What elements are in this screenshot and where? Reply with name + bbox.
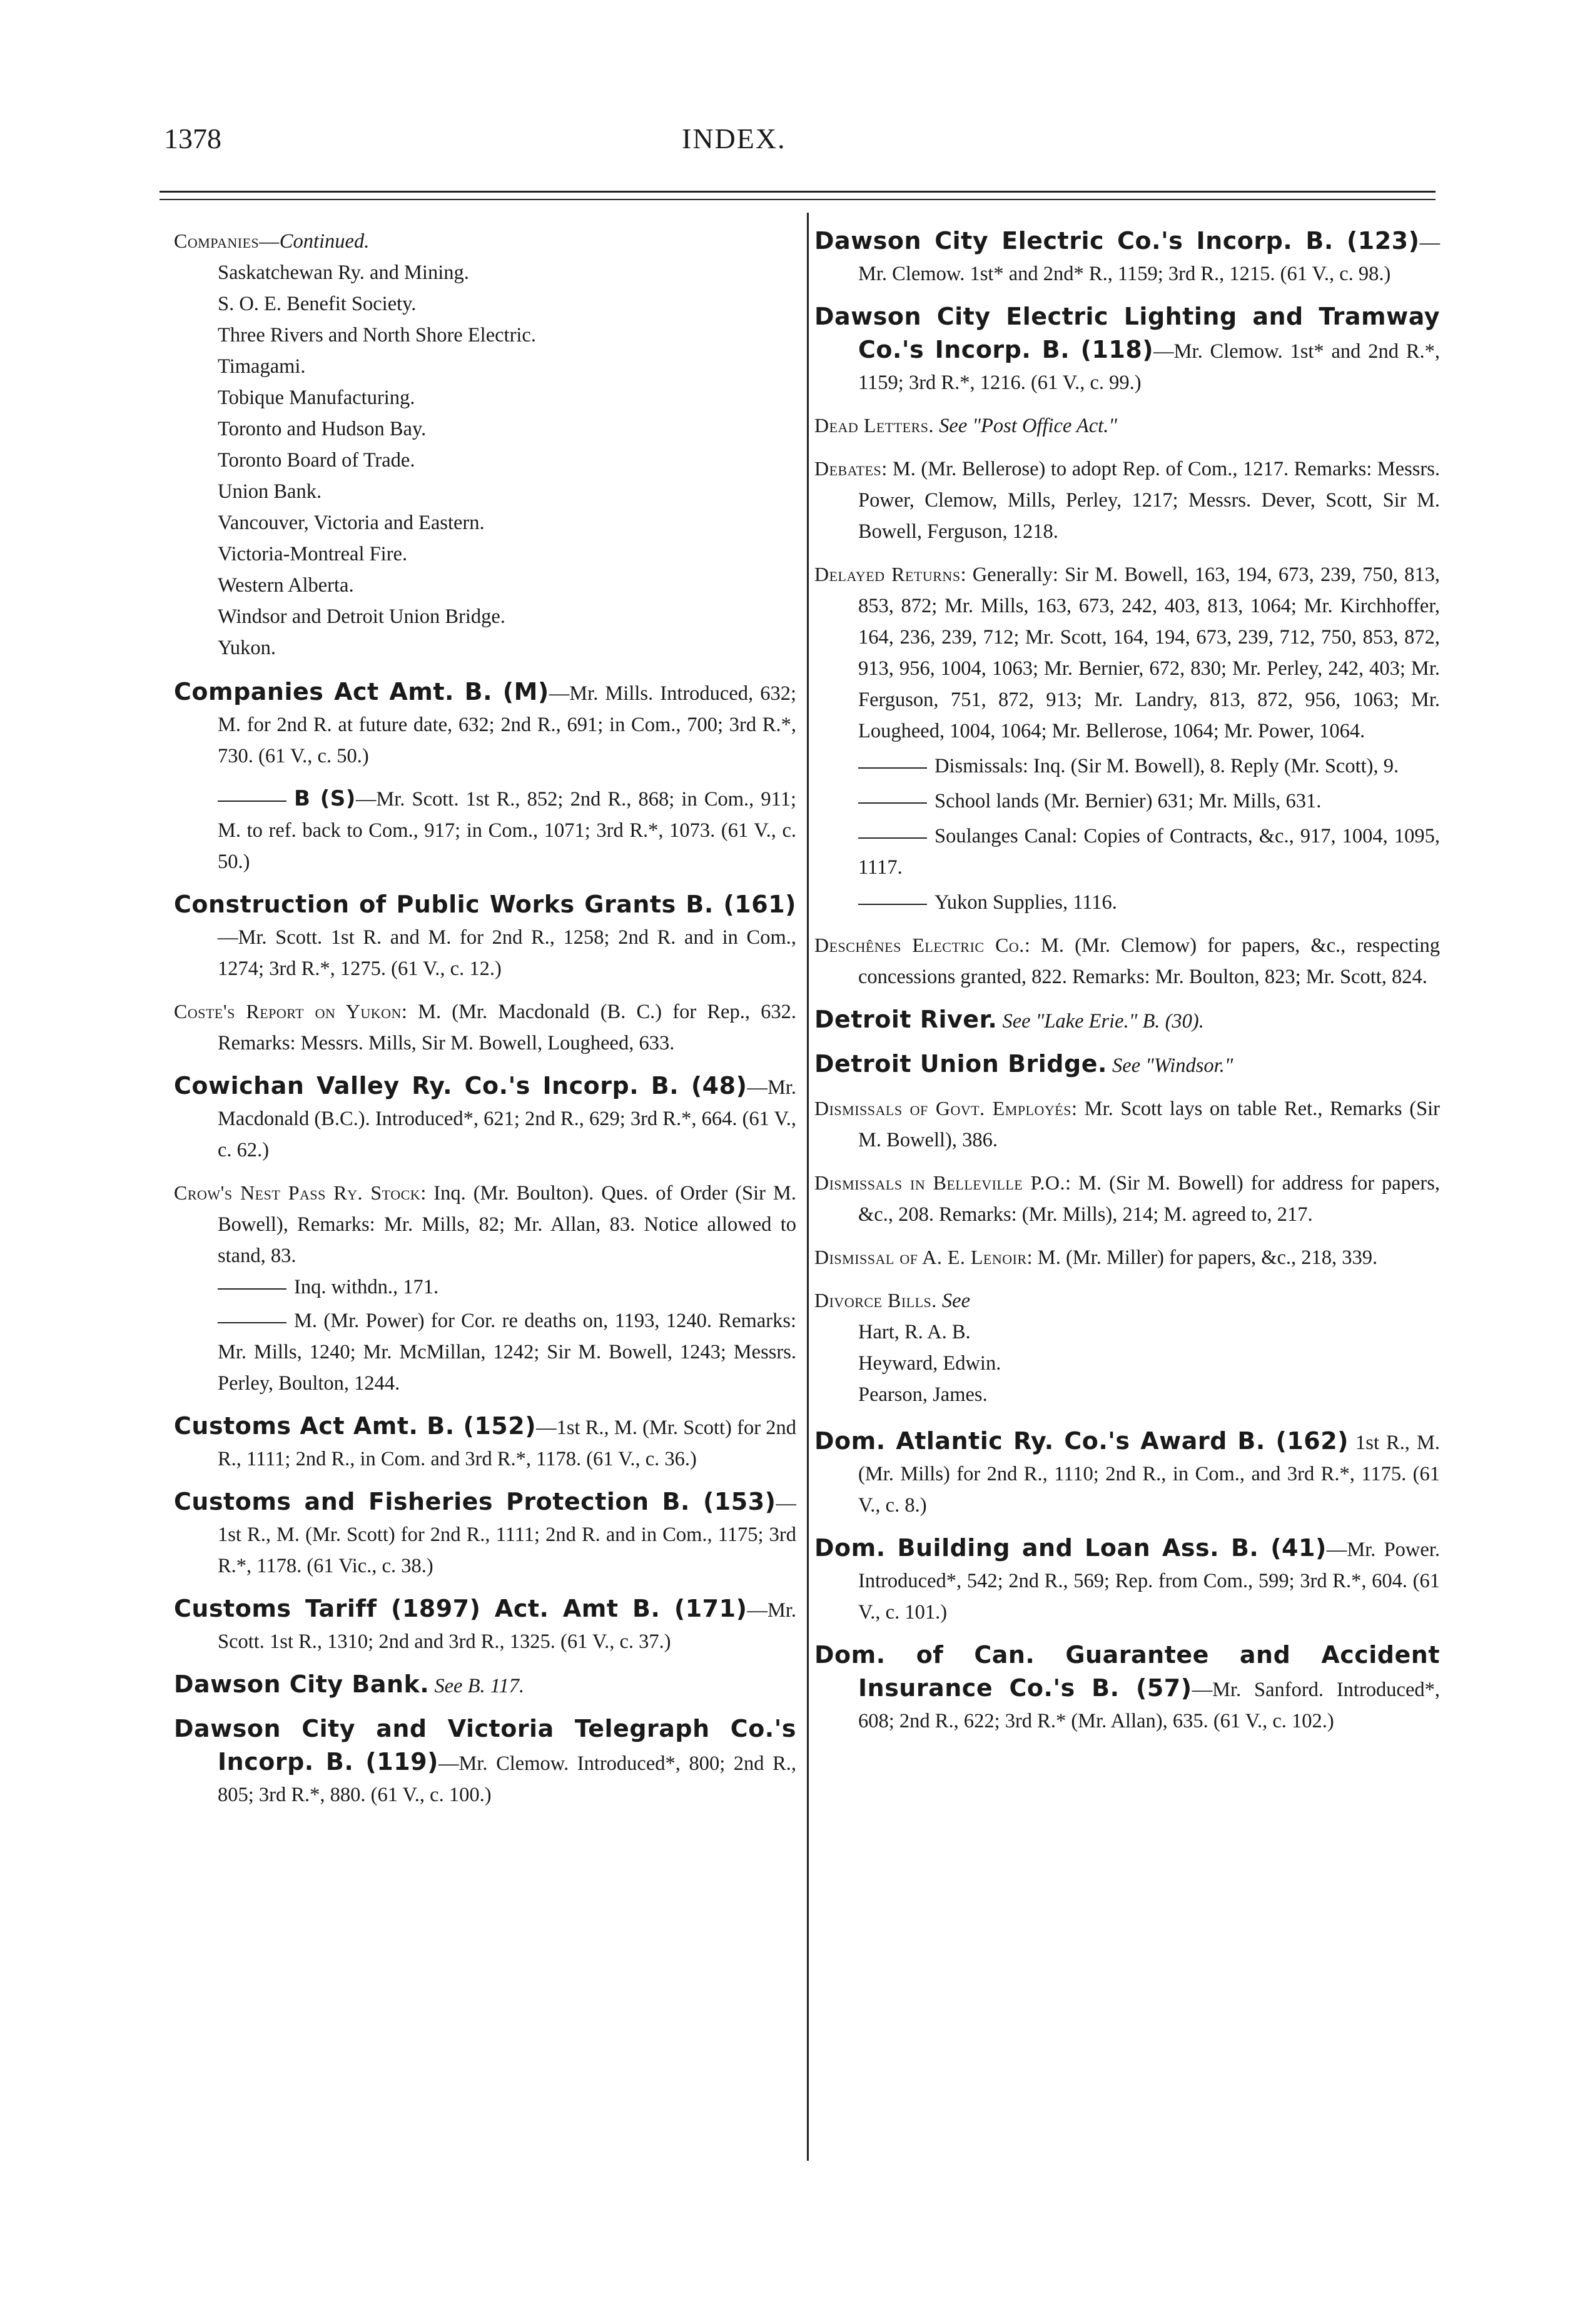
index-subentry [174,1271,796,1303]
entry-text: —Mr. Sanford. Introduced*, 608; 2nd R., 622; 3rd R.* (Mr. Allan), 635. (61 V., c. 102.) [858,1679,1440,1732]
entry-heading: Companies— [174,230,280,252]
entry-text: : M. (Sir M. Bowell) for address for papers, &c., 208. Remarks: (Mr. Mills), 214; M. agreed to, 217. [858,1172,1440,1226]
index-subentry [174,1305,796,1399]
list-item: Windsor and Detroit Union Bridge. [218,605,505,628]
entry-text: 1st R., M. (Mr. Mills) for 2nd R., 1110; 2nd R., in Com., and 3rd R.*, 1175. (61 V., c. 8.) [858,1432,1440,1517]
entry-heading: Detroit River. [814,1006,998,1033]
index-entry [814,410,1440,442]
index-entry [814,1639,1440,1737]
index-entry [814,1425,1440,1521]
index-entry [174,1410,796,1475]
entry-text: Soulanges Canal: Copies of Contracts, &c., 917, 1004, 1095, 1117. [858,825,1440,879]
index-entry [814,1285,1440,1316]
index-entry [174,996,796,1059]
entry-text: Inq. withdn., 171. [294,1276,439,1298]
entry-heading: Customs Tariff (1897) Act. Amt B. (171) [174,1595,747,1622]
entry-heading: Dom. of Can. Guarantee and Accident Insurance Co.'s B. (57) [814,1641,1440,1702]
entry-text: School lands (Mr. Bernier) 631; Mr. Mills, 631. [934,790,1322,812]
ditto-dash [858,802,927,804]
entry-text: —Mr. Scott. 1st R., 1310; 2nd and 3rd R., 1325. (61 V., c. 37.) [218,1599,796,1653]
entry-text: : M. (Mr. Bellerose) to adopt Rep. of Com., 1217. Remarks: Messrs. Power, Clemow, Mills, Perley, 1217; Messrs. Dever, Scott, Sir M. Bowell, Ferguson, 1218. [858,458,1440,543]
index-subentry [814,887,1440,918]
entry-text: Yukon Supplies, 1116. [934,891,1117,914]
left-column [174,225,796,1822]
entry-heading: Dom. Atlantic Ry. Co.'s Award B. (162) [814,1427,1349,1455]
index-entry [814,1167,1440,1230]
entry-text: See "Windsor." [1112,1054,1233,1077]
divorce-list [814,1316,1440,1410]
index-entry [814,1004,1440,1037]
entry-heading: Dawson City Electric Lighting and Tramway Co.'s Incorp. B. (118) [814,303,1440,363]
list-item: Timagami. [218,355,306,378]
list-item: Toronto Board of Trade. [218,449,415,472]
entry-heading: Delayed Returns [814,563,961,585]
list-item: Western Alberta. [218,574,354,597]
list-item: Heyward, Edwin. [858,1352,1001,1375]
entry-heading: Coste's Report on Yukon [174,1000,402,1023]
index-entry [814,1048,1440,1081]
entry-heading: Debates [814,457,882,480]
index-subentry [814,821,1440,883]
list-item: Yukon. [218,637,276,659]
entry-text: See [941,1290,971,1312]
index-subentry [814,786,1440,817]
entry-heading: Dismissals of Govt. Employés [814,1097,1071,1119]
entry-heading: B (S) [294,786,356,811]
list-item: Victoria-Montreal Fire. [218,543,408,565]
entry-heading: Customs and Fisheries Protection B. (153) [174,1488,776,1515]
entry-text: —Mr. Clemow. 1st* and 2nd R.*, 1159; 3rd R.*, 1216. (61 V., c. 99.) [858,340,1440,394]
index-entry [174,1713,796,1811]
entry-heading: Dom. Building and Loan Ass. B. (41) [814,1534,1327,1562]
index-entry [174,1070,796,1166]
index-entry-companies-continued [174,225,796,257]
header-rule-thin [160,199,1436,200]
index-entry [174,1177,796,1271]
entry-text: —Mr. Power. Introduced*, 542; 2nd R., 569; Rep. from Com., 599; 3rd R.*, 604. (61 V., c. 101.) [858,1538,1440,1624]
entry-text: : M. (Mr. Miller) for papers, &c., 218, 339. [1026,1246,1378,1269]
index-entry [814,1532,1440,1628]
index-subentry [814,750,1440,782]
entry-heading: Divorce Bills. [814,1289,937,1311]
index-entry [814,1093,1440,1156]
entry-text: —Mr. Scott. 1st R. and M. for 2nd R., 1258; 2nd R. and in Com., 1274; 3rd R.*, 1275. (61 V., c. 12.) [218,926,796,980]
list-item: Saskatchewan Ry. and Mining. [218,261,469,284]
entry-text: —Mr. Mills. Introduced, 632; M. for 2nd R. at future date, 632; 2nd R., 691; in Com., 700; 3rd R.*, 730. (61 V., c. 50.) [218,682,796,767]
index-entry [814,1241,1440,1273]
index-entry [174,1669,796,1702]
entry-text: : Mr. Scott lays on table Ret., Remarks (Sir M. Bowell), 386. [858,1098,1440,1151]
entry-heading: Companies Act Amt. B. (M) [174,678,549,705]
list-item: Pearson, James. [858,1383,988,1406]
index-entry [814,929,1440,993]
entry-text: : Inq. (Mr. Boulton). Ques. of Order (Sir M. Bowell), Remarks: Mr. Mills, 82; Mr. Allan, 83. Notice allowed to stand, 83. [218,1182,796,1267]
entry-text: See "Lake Erie." B. (30). [1002,1010,1204,1033]
ditto-dash [218,1322,286,1323]
index-entry [814,453,1440,547]
index-entry [174,889,796,984]
entry-heading: Dawson City and Victoria Telegraph Co.'s Incorp. B. (119) [174,1715,796,1776]
ditto-dash [858,837,927,839]
entry-text: —Mr. Macdonald (B.C.). Introduced*, 621; 2nd R., 629; 3rd R.*, 664. (61 V., c. 62.) [218,1076,796,1161]
entry-text: —Mr. Clemow. 1st* and 2nd* R., 1159; 3rd R., 1215. (61 V., c. 98.) [858,231,1440,285]
index-entry [174,1593,796,1657]
entry-heading: Dead Letters. [814,414,934,437]
index-subentry [174,783,796,877]
entry-heading: Dismissal of A. E. Lenoir [814,1246,1027,1268]
continued-label: Continued. [279,230,370,253]
list-item: Vancouver, Victoria and Eastern. [218,512,485,534]
company-list [174,257,796,664]
entry-text: See B. 117. [434,1675,525,1697]
page-number: 1378 [164,123,221,154]
entry-text: —1st R., M. (Mr. Scott) for 2nd R., 1111; 2nd R. and in Com., 1175; 3rd R.*, 1178. (61 Vic., c. 38.) [218,1492,796,1577]
entry-heading: Construction of Public Works Grants B. (161) [174,891,796,918]
entry-text: Dismissals: Inq. (Sir M. Bowell), 8. Reply (Mr. Scott), 9. [934,755,1399,777]
entry-text: —1st R., M. (Mr. Scott) for 2nd R., 1111; 2nd R., in Com. and 3rd R.*, 1178. (61 V., c. 36.) [218,1417,796,1470]
header-rule [160,191,1436,193]
ditto-dash [858,767,927,769]
ditto-dash [858,904,927,905]
ditto-dash [218,1288,286,1290]
right-column [814,225,1440,1748]
index-entry [174,1486,796,1582]
entry-heading: Customs Act Amt. B. (152) [174,1412,537,1440]
entry-text: M. (Mr. Power) for Cor. re deaths on, 1193, 1240. Remarks: Mr. Mills, 1240; Mr. McMillan, 1242; Sir M. Bowell, 1243; Messrs. Perley, Boulton, 1244. [218,1310,796,1395]
index-entry [814,301,1440,398]
list-item: Toronto and Hudson Bay. [218,418,427,440]
list-item: Three Rivers and North Shore Electric. [218,324,536,346]
entry-text: See "Post Office Act." [939,415,1117,437]
index-entry [814,225,1440,290]
entry-heading: Dawson City Electric Co.'s Incorp. B. (123) [814,227,1420,255]
index-entry [814,558,1440,747]
list-item: Hart, R. A. B. [858,1321,971,1343]
entry-heading: Cowichan Valley Ry. Co.'s Incorp. B. (48) [174,1072,747,1099]
entry-text: —Mr. Clemow. Introduced*, 800; 2nd R., 805; 3rd R.*, 880. (61 V., c. 100.) [218,1752,796,1806]
entry-text: : Generally: Sir M. Bowell, 163, 194, 673, 239, 750, 813, 853, 872; Mr. Mills, 163, 673, 242, 403, 813, 1064; Mr. Kirchhoffer, 164, 236, 239, 712; Mr. Scott, 164, 194, 673, 239, 712, 750, 853, 872, 913, 956, 1004, 1063; Mr. Bernier, 672, 830; Mr. Perley, 242, 403; Mr. Ferguson, 751, 872, 913; Mr. Landry, 813, 872, 956, 1063; Mr. Lougheed, 1004, 1064; Mr. Bellerose, 1064; Mr. Power, 1064. [858,563,1440,742]
ditto-dash [218,801,286,802]
column-divider [807,213,809,2161]
index-entry [174,676,796,772]
page-title: INDEX. [682,123,786,154]
entry-heading: Dawson City Bank. [174,1670,430,1698]
entry-text: —Mr. Scott. 1st R., 852; 2nd R., 868; in Com., 911; M. to ref. back to Com., 917; in Com., 1071; 3rd R.*, 1073. (61 V., c. 50.) [218,788,796,873]
entry-text: : M. (Mr. Macdonald (B. C.) for Rep., 632. Remarks: Messrs. Mills, Sir M. Bowell, Lougheed, 633. [218,1001,796,1054]
entry-text: : M. (Mr. Clemow) for papers, &c., respecting concessions granted, 822. Remarks: Mr. Boulton, 823; Mr. Scott, 824. [858,934,1440,988]
page-header [0,122,1570,166]
entry-heading: Detroit Union Bridge. [814,1050,1107,1078]
list-item: Union Bank. [218,480,322,503]
entry-heading: Crow's Nest Pass Ry. Stock [174,1181,421,1204]
entry-heading: Dismissals in Belleville P.O. [814,1171,1066,1194]
list-item: Tobique Manufacturing. [218,386,415,409]
list-item: S. O. E. Benefit Society. [218,293,417,315]
entry-heading: Deschênes Electric Co. [814,934,1025,956]
